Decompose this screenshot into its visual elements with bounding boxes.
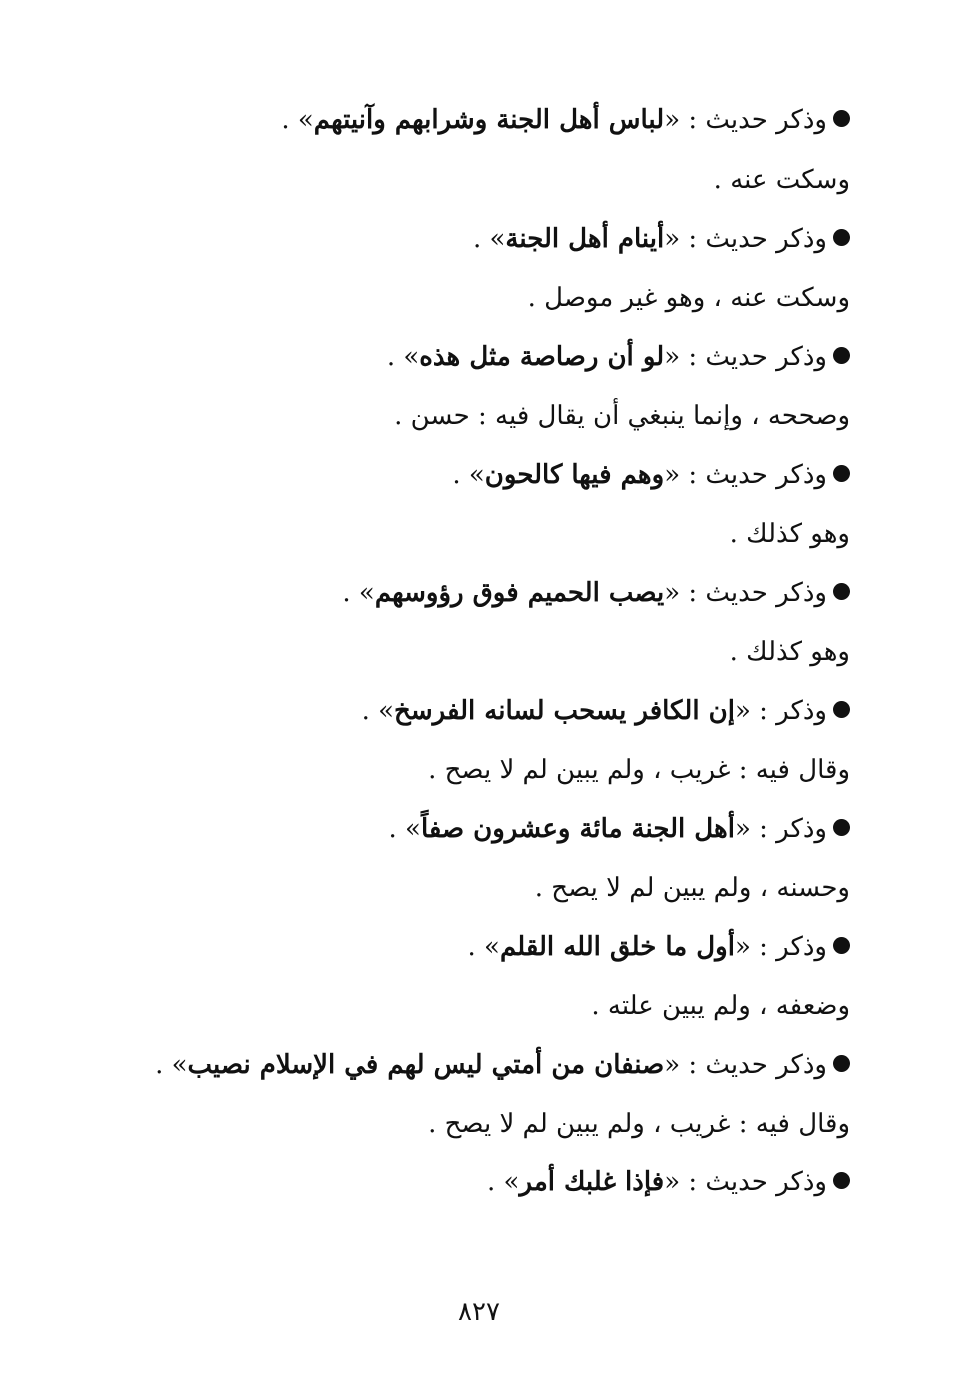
hadith-text: فإذا غلبك أمر [519, 1167, 665, 1197]
hadith-text: وهم فيها كالحون [484, 460, 665, 490]
hadith-text: أول ما خلق الله القلم [499, 932, 735, 962]
hadith-tail: » . [361, 696, 395, 726]
hadith-lead: وذكر حديث : « [664, 1050, 827, 1080]
bullet-icon [833, 583, 850, 600]
hadith-lead: وذكر حديث : « [664, 578, 827, 608]
hadith-lead: وذكر : « [734, 932, 827, 962]
comment-line: وسكت عنه ، وهو غير موصل . [527, 283, 850, 313]
bullet-icon [833, 819, 850, 836]
hadith-tail: » . [388, 814, 421, 844]
hadith-entry [468, 927, 851, 967]
hadith-text: لو أن رصاصة مثل هذه [419, 342, 665, 372]
bullet-icon [833, 465, 850, 482]
comment-line: وسكت عنه . [713, 165, 850, 195]
hadith-lead: وذكر حديث : « [664, 460, 827, 490]
hadith-lead: وذكر حديث : « [664, 1167, 827, 1197]
hadith-text: أهل الجنة مائة وعشرون صفاً [420, 814, 735, 844]
hadith-text: لباس أهل الجنة وشرابهم وآنيتهم [313, 105, 665, 135]
bullet-icon [833, 937, 850, 954]
hadith-lead: وذكر حديث : « [664, 105, 827, 135]
comment-line: وحسنه ، ولم يبين لم لا يصح . [534, 873, 850, 903]
bullet-icon [833, 1055, 850, 1072]
comment-line: وقال فيه : غريب ، ولم يبين لم لا يصح . [428, 1109, 850, 1139]
hadith-tail: » . [487, 1167, 520, 1197]
hadith-lead: وذكر : « [734, 696, 827, 726]
comment-line: وضعفه ، ولم يبين علته . [591, 991, 850, 1021]
comment-line: وهو كذلك . [729, 519, 850, 549]
hadith-tail: » . [386, 342, 420, 372]
hadith-text: أينام أهل الجنة [505, 224, 665, 254]
hadith-entry [389, 809, 850, 849]
bullet-icon [833, 229, 850, 246]
hadith-entry [487, 1162, 850, 1202]
hadith-lead: وذكر حديث : « [664, 342, 827, 372]
hadith-text: إن الكافر يسحب لسانه الفرسخ [394, 696, 735, 726]
comment-line: وصححه ، وإنما ينبغي أن يقال فيه : حسن . [394, 401, 850, 431]
hadith-text: يصب الحميم فوق رؤوسهم [374, 578, 665, 608]
hadith-tail: » . [472, 224, 506, 254]
hadith-entry [281, 100, 850, 140]
hadith-tail: » . [281, 105, 314, 135]
bullet-icon [833, 1172, 850, 1189]
hadith-tail: » . [342, 578, 375, 608]
hadith-entry [342, 573, 850, 613]
bullet-icon [833, 701, 850, 718]
hadith-entry [155, 1045, 850, 1085]
hadith-tail: » . [452, 460, 485, 490]
comment-line: وهو كذلك . [729, 637, 850, 667]
hadith-tail: » . [467, 932, 500, 962]
page-number: ٨٢٧ [458, 1297, 500, 1327]
hadith-entry [362, 691, 850, 731]
bullet-icon [833, 347, 850, 364]
hadith-lead: وذكر حديث : « [664, 224, 827, 254]
hadith-entry [452, 455, 850, 495]
bullet-icon [833, 110, 850, 127]
hadith-text: صنفان من أمتي ليس لهم في الإسلام نصيب [187, 1050, 665, 1080]
hadith-lead: وذكر : « [734, 814, 827, 844]
hadith-entry [387, 337, 850, 377]
hadith-entry [473, 219, 850, 259]
comment-line: وقال فيه : غريب ، ولم يبين لم لا يصح . [428, 755, 850, 785]
hadith-tail: » . [155, 1050, 188, 1080]
